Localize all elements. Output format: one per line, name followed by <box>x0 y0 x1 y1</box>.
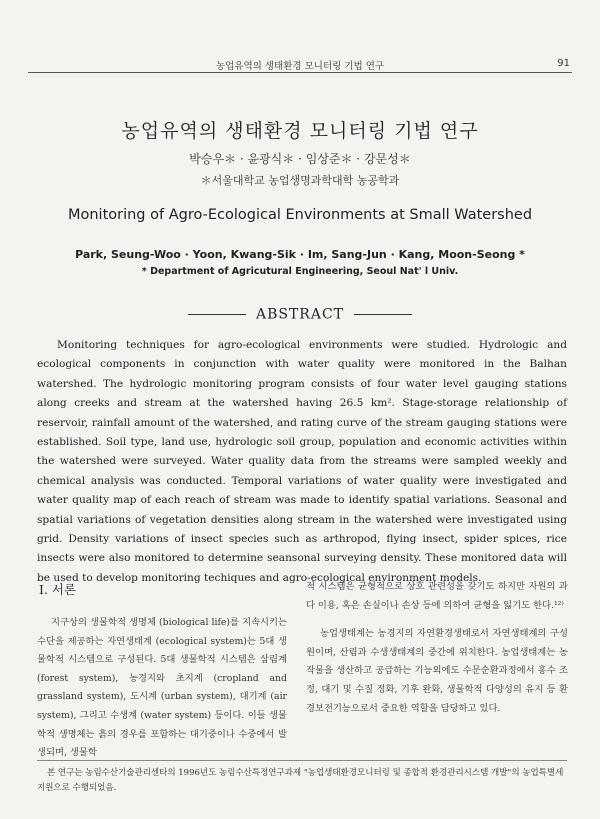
english-affiliation: * Department of Agricutural Engineering, Seoul Nat' l Univ. <box>141 266 459 277</box>
abstract-paragraph: Monitoring techniques for agro-ecological environments were studied. Hydrologic and ecological components in conjunction with water quality were monitored in the Balhan watershed. The hydrologic monitoring program consists of four water level gauging stations along creeks and stream at the watershed having 26.5 km². Stage-storage relationship of reservoir, rainfall amount of the watershed, and rating curve of the stream gauging stations were established. Soil type, land use, hydrologic soil group, population and economic activities within the watershed were surveyed. Water quality data from the streams were sampled weekly and chemical analysis was conducted. Temporal variations of water quality were investigated and water quality map of each reach of stream was made to identify spatial variations. Seasonal and spatial variations of vegetation densities along stream in the watershed were investigated using grid. Density variations of insect species such as arthropod, flying insect, spider spices, rice insects were also monitored to determine seansonal surveying density. These monitored data will be used to develop monitoring techiques and agro-ecological environment models. <box>37 339 567 584</box>
abstract-rule-left <box>188 314 246 315</box>
abstract-text-block <box>37 336 567 588</box>
korean-authors: 박승우＊ · 윤광식＊ · 임상준＊ · 강문성＊ <box>189 152 411 166</box>
section-heading-introduction: Ⅰ. 서론 <box>39 582 77 597</box>
right-column <box>306 578 568 718</box>
korean-title: 농업유역의 생태환경 모니터링 기법 연구 <box>121 120 479 142</box>
left-column <box>37 578 287 763</box>
footnote: 본 연구는 농림수산기술관리센타의 1996년도 농림수산특정연구과제 "농업생태환경모니터링 및 종합적 환경관리시스템 개발"의 농업특별세 지원으로 수행되었음. <box>37 768 564 793</box>
abstract-heading: ABSTRACT <box>255 306 345 323</box>
running-header: 농업유역의 생태환경 모니터링 기법 연구 <box>215 61 385 72</box>
english-authors: Park, Seung-Woo · Yoon, Kwang-Sik · Im, Sang-Jun · Kang, Moon-Seong * <box>75 248 525 261</box>
intro-paragraph-1: 지구상의 생물학적 생명체 (biological life)를 지속시키는 수단을 제공하는 자연생태계 (ecological system)는 5대 생물학적 시스템으로 구성된다. 5대 생물학적 시스템은 삼림계 (forest system), 농경지와 초지계 (cropland and grassland system), 도시계 (urban system), 대기계 (air system), 그리고 수생계 (water system) 등이다. 이들 생물학적 생명체는 흙의 경우를 포함하는 대기중이나 수중에서 발생되며, 생물학 <box>37 617 287 759</box>
english-title: Monitoring of Agro-Ecological Environments at Small Watershed <box>67 207 533 223</box>
intro-paragraph-1-continued: 적 시스템은 균형적으로 상호 관련성을 갖기도 하지만 자원의 과다 이용, 혹은 손실이나 손상 등에 의하여 균형을 잃기도 한다.¹²⁾ <box>306 581 568 611</box>
intro-paragraph-2: 농업생태계는 농경지의 자연환경생태로서 자연생태계의 구성원이며, 산림과 수생생태계의 중간에 위치한다. 농업생태계는 농작물을 생산하고 공급하는 기능외에도 수문순환과정에서 홍수 조정, 대기 및 수질 정화, 기후 완화, 생물학적 다양성의 유지 등 환경보전기능으로서 중요한 역할을 담당하고 있다. <box>306 628 568 714</box>
header-rule <box>28 72 572 73</box>
abstract-rule-right <box>354 314 412 315</box>
footnote-rule <box>37 760 567 761</box>
korean-affiliation: ＊서울대학교 농업생명과학대학 농공학과 <box>200 174 400 187</box>
abstract-heading-block <box>0 304 600 323</box>
page-number: 91 <box>557 58 570 69</box>
